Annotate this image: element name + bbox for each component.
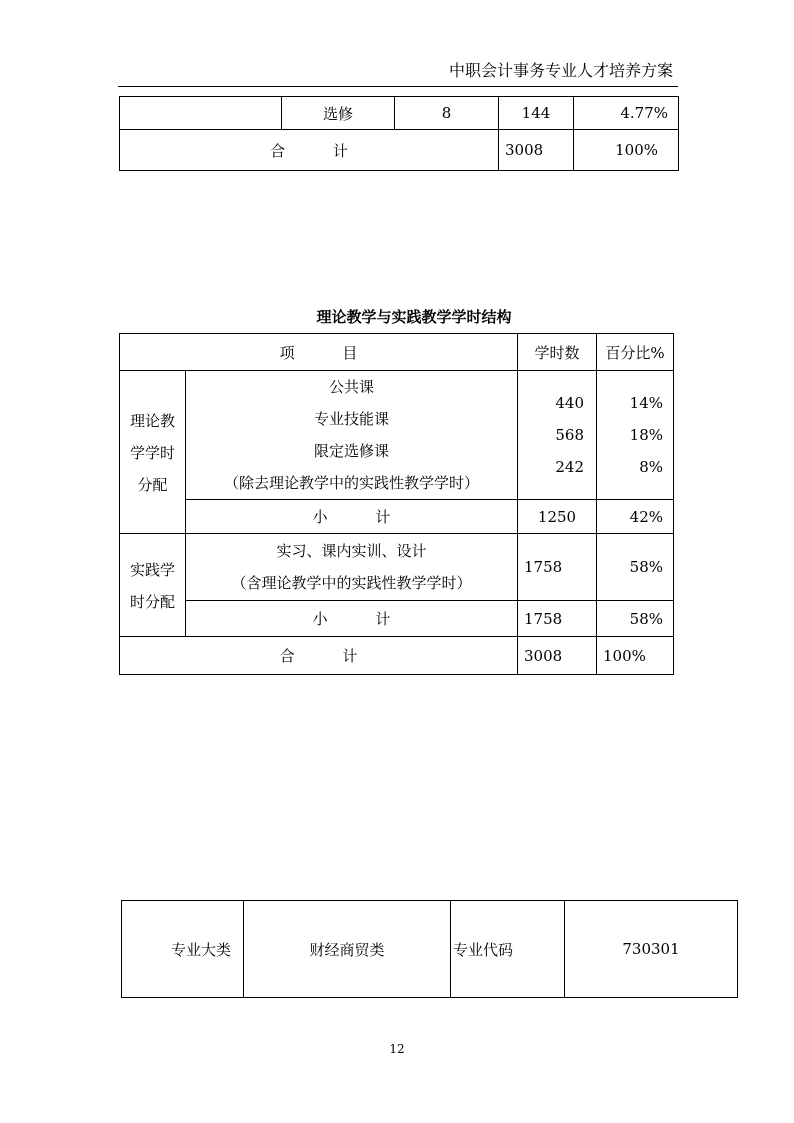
category-value: 财经商贸类 bbox=[244, 901, 451, 998]
list-item: 568 bbox=[555, 426, 584, 444]
header-percent: 百分比% bbox=[597, 334, 674, 371]
code-label: 专业代码 bbox=[451, 901, 565, 998]
group-label-line: 实践学 bbox=[129, 561, 175, 579]
theory-items bbox=[186, 371, 518, 500]
list-item: 242 bbox=[555, 458, 584, 476]
table-cell-empty bbox=[120, 97, 282, 130]
theory-percents bbox=[597, 371, 674, 500]
total-label: 合 计 bbox=[120, 637, 518, 675]
list-item: 公共课 bbox=[328, 378, 374, 396]
table-cell: 144 bbox=[499, 97, 574, 130]
table-row-subtotal bbox=[120, 601, 674, 637]
total-label: 合 计 bbox=[120, 130, 499, 171]
major-info-table bbox=[121, 900, 738, 998]
hours-structure-table bbox=[119, 333, 674, 675]
list-item: 专业技能课 bbox=[313, 410, 389, 428]
category-label: 专业大类 bbox=[122, 901, 244, 998]
table-row-subtotal bbox=[120, 500, 674, 534]
group-label-line: 分配 bbox=[137, 476, 168, 494]
header-rule bbox=[118, 86, 678, 87]
table-cell: 4.77% bbox=[574, 97, 679, 130]
table-row bbox=[120, 97, 679, 130]
list-item: 限定选修课 bbox=[313, 442, 389, 460]
list-item: 14% bbox=[629, 394, 663, 412]
subtotal-hours: 1250 bbox=[518, 500, 597, 534]
code-value: 730301 bbox=[565, 901, 738, 998]
total-hours: 3008 bbox=[518, 637, 597, 675]
table-row-total bbox=[120, 130, 679, 171]
subtotal-hours: 1758 bbox=[518, 601, 597, 637]
group-label-line: 时分配 bbox=[129, 593, 175, 611]
total-percent: 100% bbox=[597, 637, 674, 675]
table-cell: 选修 bbox=[282, 97, 395, 130]
subtotal-percent: 58% bbox=[597, 601, 674, 637]
subtotal-label: 小 计 bbox=[186, 500, 518, 534]
group-label-line: 学学时 bbox=[129, 444, 175, 462]
practice-group-label bbox=[120, 534, 186, 637]
course-credit-table-continued bbox=[119, 96, 679, 171]
list-item: 实习、课内实训、设计 bbox=[276, 542, 427, 560]
list-item: 440 bbox=[555, 394, 584, 412]
practice-hours: 1758 bbox=[518, 534, 597, 601]
group-label-line: 理论教 bbox=[129, 412, 175, 430]
table-cell: 8 bbox=[395, 97, 499, 130]
header-hours: 学时数 bbox=[518, 334, 597, 371]
total-hours: 3008 bbox=[499, 130, 574, 171]
table-header-row bbox=[120, 334, 674, 371]
running-header: 中职会计事务专业人才培养方案 bbox=[448, 61, 673, 80]
header-item: 项 目 bbox=[120, 334, 518, 371]
table-row bbox=[122, 901, 738, 998]
table-row-total bbox=[120, 637, 674, 675]
theory-hours bbox=[518, 371, 597, 500]
total-percent: 100% bbox=[574, 130, 679, 171]
practice-percent: 58% bbox=[597, 534, 674, 601]
subtotal-label: 小 计 bbox=[186, 601, 518, 637]
list-item: （除去理论教学中的实践性教学学时） bbox=[223, 474, 479, 492]
page-number: 12 bbox=[389, 1042, 405, 1056]
practice-items bbox=[186, 534, 518, 601]
theory-group-label bbox=[120, 371, 186, 534]
subtotal-percent: 42% bbox=[597, 500, 674, 534]
list-item: 8% bbox=[639, 458, 663, 476]
table-row-theory bbox=[120, 371, 674, 500]
list-item: （含理论教学中的实践性教学学时） bbox=[231, 574, 472, 592]
list-item: 18% bbox=[629, 426, 663, 444]
table-row-practice bbox=[120, 534, 674, 601]
section-title: 理论教学与实践教学学时结构 bbox=[316, 308, 512, 326]
